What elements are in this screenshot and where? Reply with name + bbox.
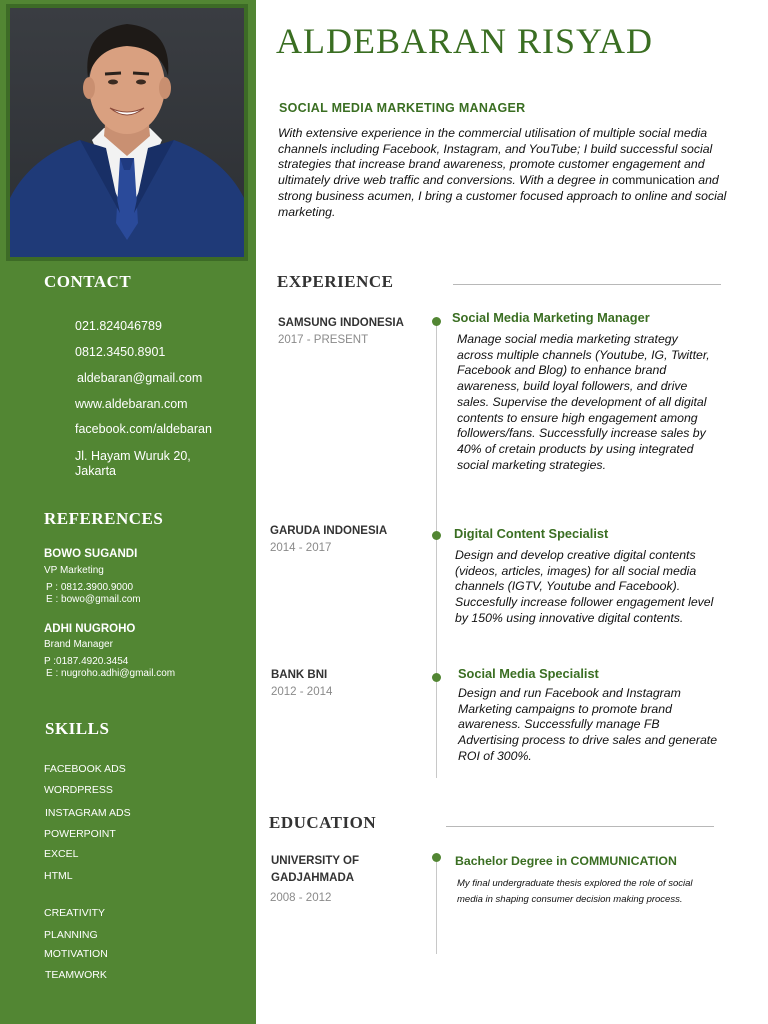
portrait-illustration bbox=[10, 8, 244, 257]
company-name: GARUDA INDONESIA bbox=[270, 525, 388, 537]
timeline-dot bbox=[432, 317, 441, 326]
sidebar bbox=[0, 0, 256, 1024]
job-years: 2014 - 2017 bbox=[270, 542, 332, 554]
job-description bbox=[457, 332, 710, 473]
job-years: 2012 - 2014 bbox=[271, 686, 333, 698]
education-divider bbox=[446, 826, 714, 827]
contact-address-line2: Jakarta bbox=[75, 464, 116, 478]
job-description-line: Facebook and Blog) to enhance brand bbox=[457, 363, 667, 378]
person-name: ALDEBARAN RISYAD bbox=[276, 21, 654, 61]
reference-email: E : nugroho.adhi@gmail.com bbox=[46, 668, 176, 679]
job-description-line: channels (IGTV, Youtube and Facebook). bbox=[455, 579, 681, 594]
education-description-line: media in shaping consumer decision making process. bbox=[457, 893, 683, 905]
job-description-line: Succesfully increase follower engagement level bbox=[455, 595, 714, 610]
job-description bbox=[458, 686, 717, 765]
skill-item: POWERPOINT bbox=[44, 828, 116, 840]
job-description-line: sales. Supervise the development of all digital bbox=[457, 394, 707, 409]
job-description-line: Advertising process to drive sales and generate bbox=[458, 733, 718, 748]
job-role: Social Media Marketing Manager bbox=[452, 310, 650, 325]
skill-item: HTML bbox=[44, 870, 73, 882]
job-title: SOCIAL MEDIA MARKETING MANAGER bbox=[279, 101, 526, 115]
job-description-line: followers/fans. Successfully increase sales by bbox=[457, 426, 706, 441]
reference-position: VP Marketing bbox=[44, 565, 104, 576]
reference-position: Brand Manager bbox=[44, 639, 113, 650]
education-timeline bbox=[436, 862, 437, 954]
skill-item: WORDPRESS bbox=[44, 784, 113, 796]
education-description-line: My final undergraduate thesis explored the role of social bbox=[457, 878, 693, 889]
contact-facebook[interactable]: facebook.com/aldebaran bbox=[75, 422, 212, 436]
job-description-line: social marketing strategies. bbox=[457, 457, 606, 472]
experience-heading: EXPERIENCE bbox=[277, 272, 394, 291]
job-description bbox=[455, 548, 713, 627]
skill-item: EXCEL bbox=[44, 848, 79, 860]
summary-text-end: and strong business acumen, I bring a customer focused approach to online and social marketing. bbox=[278, 173, 727, 219]
reference-email: E : bowo@gmail.com bbox=[46, 594, 141, 605]
summary-text: With extensive experience in the commercial utilisation of multiple social media channels including Facebook, Instagram, and YouTube; I build successful social strategies that increase brand awareness, promote customer engagement and ultimately drive web traffic and conversions. With a degree in bbox=[278, 126, 713, 188]
experience-divider bbox=[453, 284, 721, 285]
job-description-line: (videos, articles, images) for all social media bbox=[455, 563, 697, 578]
skills-heading: SKILLS bbox=[45, 719, 110, 738]
school-name-line2: GADJAHMADA bbox=[271, 872, 355, 884]
school-name-line1: UNIVERSITY OF bbox=[271, 855, 359, 867]
company-name: BANK BNI bbox=[271, 669, 328, 681]
job-description-line: Manage social media marketing strategy bbox=[457, 332, 678, 346]
profile-photo bbox=[10, 8, 244, 257]
timeline-dot bbox=[432, 673, 441, 682]
job-description-line: contents to ensure high engagement among bbox=[457, 410, 698, 425]
references-heading: REFERENCES bbox=[44, 509, 164, 528]
skill-item: MOTIVATION bbox=[44, 948, 108, 960]
job-role: Digital Content Specialist bbox=[454, 526, 609, 541]
experience-timeline bbox=[436, 322, 437, 778]
job-description-line: Design and run Facebook and Instagram bbox=[458, 686, 681, 700]
job-description-line: awareness. Successfully manage FB bbox=[458, 717, 660, 732]
skill-item: INSTAGRAM ADS bbox=[45, 807, 131, 819]
reference-name: BOWO SUGANDI bbox=[44, 548, 138, 560]
contact-mobile[interactable]: 0812.3450.8901 bbox=[75, 345, 166, 359]
job-description-line: Design and develop creative digital contents bbox=[455, 548, 696, 562]
education-description bbox=[457, 876, 693, 907]
job-description-line: ROI of 300%. bbox=[458, 748, 532, 763]
job-description-line: by 150% using innovative digital contents. bbox=[455, 610, 684, 625]
job-description-line: 40% of cretain products by using integrated bbox=[457, 441, 694, 456]
contact-phone[interactable]: 021.824046789 bbox=[75, 319, 162, 333]
education-years: 2008 - 2012 bbox=[270, 892, 332, 904]
timeline-dot bbox=[432, 531, 441, 540]
contact-email[interactable]: aldebaran@gmail.com bbox=[77, 371, 203, 385]
job-description-line: across multiple channels (Youtube, IG, Twitter, bbox=[457, 347, 710, 362]
degree-title: Bachelor Degree in COMMUNICATION bbox=[455, 854, 677, 868]
contact-website[interactable]: www.aldebaran.com bbox=[75, 397, 188, 411]
job-description-line: awareness, build loyal followers, and drive bbox=[457, 379, 688, 394]
summary-highlight: communication bbox=[612, 173, 695, 188]
contact-heading: CONTACT bbox=[44, 272, 132, 291]
job-description-line: Marketing campaigns to promote brand bbox=[458, 701, 672, 716]
job-years: 2017 - PRESENT bbox=[278, 334, 369, 346]
job-role: Social Media Specialist bbox=[458, 666, 599, 681]
reference-phone: P : 0812.3900.9000 bbox=[46, 582, 134, 593]
company-name: SAMSUNG INDONESIA bbox=[278, 317, 404, 329]
education-heading: EDUCATION bbox=[269, 813, 377, 832]
skill-item: TEAMWORK bbox=[45, 969, 107, 981]
profile-summary bbox=[278, 126, 743, 220]
skill-item: FACEBOOK ADS bbox=[44, 763, 126, 775]
timeline-dot bbox=[432, 853, 441, 862]
reference-name: ADHI NUGROHO bbox=[44, 623, 136, 635]
skill-item: PLANNING bbox=[44, 929, 98, 941]
reference-phone: P :0187.4920.3454 bbox=[44, 656, 129, 667]
profile-photo-frame bbox=[6, 4, 248, 261]
contact-address-line1: Jl. Hayam Wuruk 20, bbox=[75, 449, 191, 463]
skill-item: CREATIVITY bbox=[44, 907, 106, 919]
